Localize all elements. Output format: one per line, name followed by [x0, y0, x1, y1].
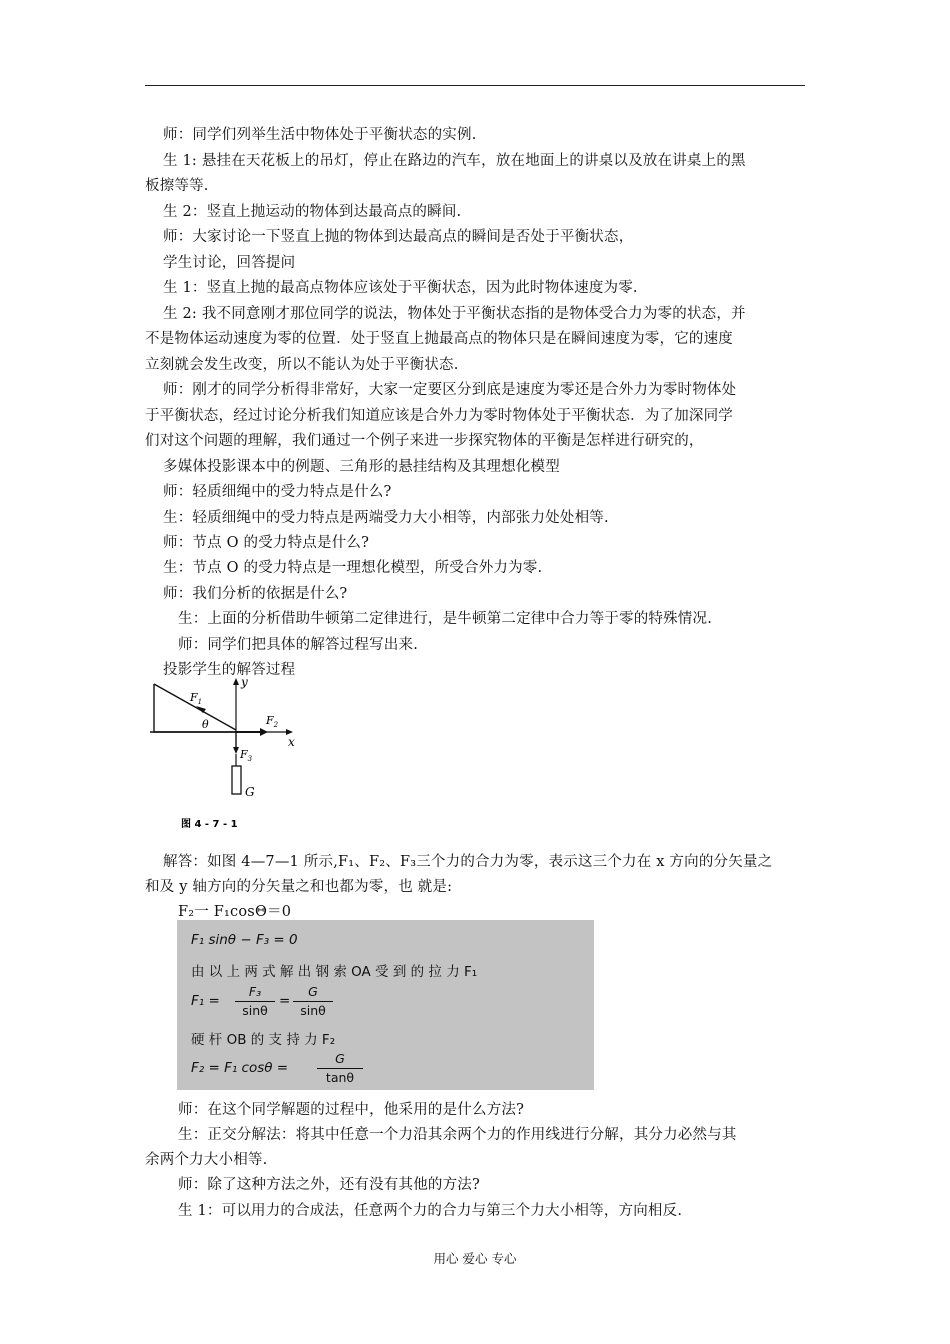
paragraph: 们对这个问题的理解，我们通过一个例子来进一步探究物体的平衡是怎样进行研究的， — [145, 433, 704, 449]
solution-equation: F₂一 F₁cosΘ＝0 — [178, 904, 292, 920]
paragraph: 师：大家讨论一下竖直上抛的物体到达最高点的瞬间是否处于平衡状态， — [163, 229, 634, 245]
paragraph: 立刻就会发生改变，所以不能认为处于平衡状态. — [145, 357, 459, 373]
g-label: G — [245, 785, 255, 799]
figure-caption: 图 4 - 7 - 1 — [181, 819, 238, 830]
theta-label: θ — [202, 718, 209, 731]
math-eq2-lhs: F₁ = — [191, 993, 220, 1009]
paragraph: 余两个力大小相等. — [145, 1152, 268, 1168]
y-label: y — [241, 675, 248, 689]
paragraph: 师：同学们列举生活中物体处于平衡状态的实例. — [163, 127, 477, 143]
paragraph: 师：刚才的同学分析得非常好，大家一定要区分到底是速度为零还是合外力为零时物体处 — [163, 382, 737, 398]
fraction-bar — [317, 1068, 363, 1069]
paragraph: 师：轻质细绳中的受力特点是什么? — [163, 484, 392, 500]
paragraph: 不是物体运动速度为零的位置．处于竖直上抛最高点的物体只是在瞬间速度为零，它的速度 — [145, 331, 733, 347]
force-diagram — [148, 672, 308, 837]
math-eq3-num: G — [335, 1051, 345, 1066]
solution-line: 解答：如图 4—7—1 所示,F₁、F₂、F₃三个力的合力为零，表示这三个力在 x 方向的分矢量之 — [163, 854, 773, 870]
f3-arrow — [233, 747, 239, 754]
f1-label: $F_1$ — [190, 691, 203, 706]
math-eq2-eq: = — [279, 993, 291, 1009]
paragraph: 师：在这个同学解题的过程中，他采用的是什么方法? — [178, 1102, 525, 1118]
paragraph: 生 2：竖直上抛运动的物体到达最高点的瞬间. — [163, 204, 462, 220]
paragraph: 生：上面的分析借助牛顿第二定律进行，是牛顿第二定律中合力等于零的特殊情况. — [178, 611, 713, 627]
math-eq2-num2: G — [308, 984, 318, 999]
paragraph: 于平衡状态，经过讨论分析我们知道应该是合外力为零时物体处于平衡状态．为了加深同学 — [145, 408, 733, 424]
paragraph: 师：同学们把具体的解答过程写出来. — [178, 637, 419, 653]
header-rule — [145, 85, 805, 86]
paragraph: 生 1：竖直上抛的最高点物体应该处于平衡状态，因为此时物体速度为零. — [163, 280, 638, 296]
paragraph: 生：节点 O 的受力特点是一理想化模型，所受合外力为零. — [163, 560, 543, 576]
paragraph: 师：除了这种方法之外，还有没有其他的方法? — [178, 1177, 480, 1193]
math-text1: 由 以 上 两 式 解 出 钢 索 OA 受 到 的 拉 力 F₁ — [191, 964, 478, 980]
fraction-bar — [293, 1001, 333, 1002]
paragraph: 生：轻质细绳中的受力特点是两端受力大小相等，内部张力处处相等. — [163, 510, 609, 526]
paragraph: 生 2: 我不同意刚才那位同学的说法，物体处于平衡状态指的是物体受合力为零的状态，并 — [163, 306, 746, 322]
math-eq2-num1: F₃ — [248, 984, 262, 999]
f3-label: $F_3$ — [240, 748, 253, 763]
x-label: x — [288, 735, 295, 749]
paragraph: 师：节点 O 的受力特点是什么? — [163, 535, 370, 551]
solution-line: 和及 y 轴方向的分矢量之和也都为零，也 就是: — [145, 879, 453, 895]
paragraph: 多媒体投影课本中的例题、三角形的悬挂结构及其理想化模型 — [163, 459, 560, 475]
paragraph: 师：我们分析的依据是什么? — [163, 586, 348, 602]
math-eq1: F₁ sinθ − F₃ = 0 — [191, 932, 298, 948]
math-eq2-den2: sinθ — [300, 1003, 326, 1018]
force-diagram-svg — [148, 672, 308, 837]
paragraph: 生 1：可以用力的合成法，任意两个力的合力与第三个力大小相等，方向相反. — [178, 1203, 683, 1219]
math-eq3-lhs: F₂ = F₁ cosθ = — [191, 1060, 289, 1076]
math-eq3-den: tanθ — [325, 1070, 355, 1085]
fraction-bar — [235, 1001, 275, 1002]
f2-arrow — [260, 728, 268, 736]
page-footer: 用心 爱心 专心 — [433, 1251, 517, 1266]
y-axis-arrow — [233, 678, 239, 685]
math-text2: 硬 杆 OB 的 支 持 力 F₂ — [191, 1032, 336, 1048]
paragraph: 生：正交分解法：将其中任意一个力沿其余两个力的作用线进行分解，其分力必然与其 — [178, 1127, 737, 1143]
paragraph: 生 1: 悬挂在天花板上的吊灯，停止在路边的汽车，放在地面上的讲桌以及放在讲桌上的黑 — [163, 153, 746, 169]
weight-g — [232, 766, 241, 794]
paragraph: 板擦等等. — [145, 178, 209, 194]
paragraph: 投影学生的解答过程 — [163, 662, 296, 678]
math-derivation-box — [177, 920, 594, 1090]
paragraph: 学生讨论，回答提问 — [163, 255, 296, 271]
f2-label: $F_2$ — [266, 714, 279, 729]
math-eq2-den1: sinθ — [242, 1003, 268, 1018]
